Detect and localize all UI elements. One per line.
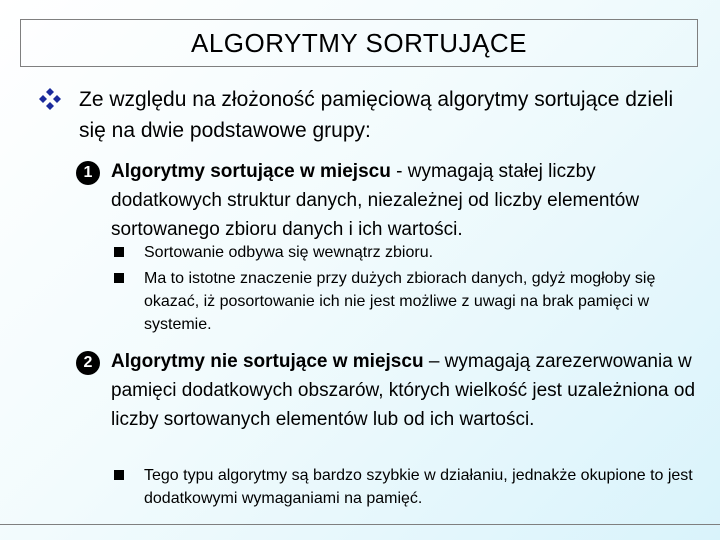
group-2-bullet-1: [114, 464, 704, 510]
group-1-bullet-1: [114, 241, 704, 264]
group-1-text: [111, 157, 701, 244]
square-bullet-icon: [114, 470, 124, 480]
group-2-description: wymagają zarezerwowania w pamięci dodatkowych obszarów, których wielkość jest uzależniona od liczby sortowanych elementów lub od ich wartości.: [111, 351, 696, 430]
group-2: [76, 347, 701, 434]
number-2-icon: 2: [76, 351, 100, 375]
slide-title: ALGORYTMY SORTUJĄCE: [20, 19, 698, 67]
group-1-bullet-2-text: Ma to istotne znaczenie przy dużych zbiorach danych, gdyż mogłoby się okazać, iż posortowanie ich nie jest możliwe z uwagi na brak pamięci w systemie.: [144, 270, 656, 333]
diamond-cluster-icon: [38, 87, 62, 111]
group-1-description: wymagają stałej liczby dodatkowych struktur danych, niezależnej od liczby elementów sortowanego zbioru danych i ich wartości.: [111, 161, 640, 240]
group-1-separator: -: [390, 161, 408, 182]
group-2-text: [111, 347, 701, 434]
square-bullet-icon: [114, 247, 124, 257]
intro-bullet: [38, 84, 698, 146]
group-2-bullet-1-text: Tego typu algorytmy są bardzo szybkie w działaniu, jednakże okupione to jest dodatkowymi wymaganiami na pamięć.: [144, 467, 693, 507]
group-1-bullet-1-text: Sortowanie odbywa się wewnątrz zbioru.: [144, 244, 434, 261]
group-1-bullet-2: [114, 267, 704, 336]
group-1-heading: Algorytmy sortujące w miejscu: [111, 161, 391, 182]
square-bullet-icon: [114, 273, 124, 283]
group-1: [76, 157, 701, 244]
group-2-heading: Algorytmy nie sortujące w miejscu: [111, 351, 424, 372]
slide-body: [0, 84, 720, 525]
group-2-separator: –: [423, 351, 445, 372]
number-1-icon: 1: [76, 161, 100, 185]
intro-text: Ze względu na złożoność pamięciową algorytmy sortujące dzieli się na dwie podstawowe grupy:: [79, 88, 674, 142]
